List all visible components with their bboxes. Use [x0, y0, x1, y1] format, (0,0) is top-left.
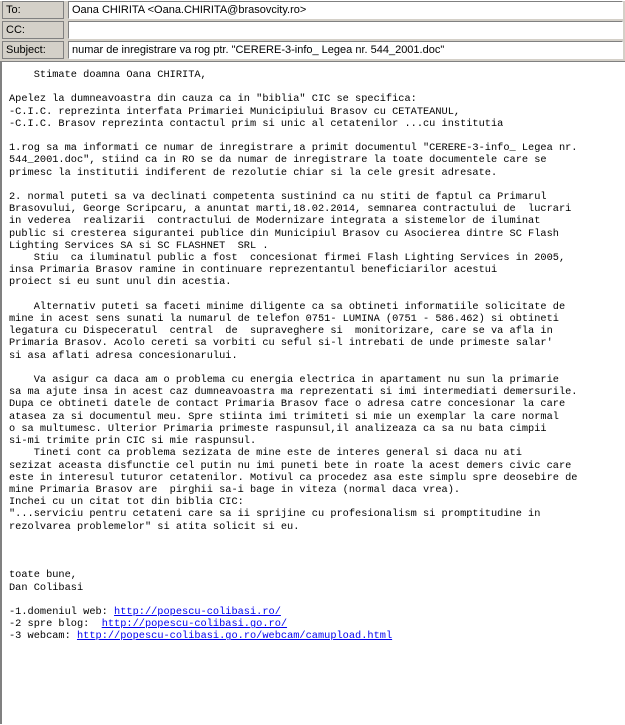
to-field[interactable]: Oana CHIRITA <Oana.CHIRITA@brasovcity.ro>: [68, 1, 623, 19]
link-2-label: -2 spre blog:: [9, 618, 102, 630]
subject-row: [2, 41, 623, 59]
message-body[interactable]: [0, 62, 625, 724]
to-button[interactable]: To:: [2, 1, 64, 19]
subject-label: Subject:: [2, 41, 64, 59]
webcam-link[interactable]: http://popescu-colibasi.go.ro/webcam/camupload.html: [77, 630, 392, 642]
subject-field[interactable]: numar de inregistrare va rog ptr. "CERERE-3-info_ Legea nr. 544_2001.doc": [68, 41, 623, 59]
to-row: [2, 1, 623, 19]
message-paragraphs: Stimate doamna Oana CHIRITA, Apelez la dumneavoastra din cauza ca in "biblia" CIC se specifica: -C.I.C. reprezinta interfata Primariei Municipiului Brasov cu CETATEANUL, -C.I.C. Brasov reprezinta contactul prim si unic al cetatenilor ...cu institutia 1.rog sa ma informati ce numar de inregistrare a primit documentul "CERERE-3-info_ Legea nr. 544_2001.doc", stiind ca in RO se da numar de inregistrare la toate documentele care se primesc la institutii indiferent de rezolutie chiar si la cele gresit adresate. 2. normal puteti sa va declinati competenta sustinind ca nu stiti de faptul ca Primarul Brasovului, George Scripcaru, a anuntat marti,18.02.2014, semnarea contractului de lucrari in vederea realizarii contractului de Modernizare integrata a sistemelor de iluminat public si cresterea sigurantei publice din Municipiul Brasov cu Asocierea dintre SC Flash Lighting Services SA si SC FLASHNET SRL . Stiu ca iluminatul public a fost concesionat firmei Flash Lighting Services in 2005, insa Primaria Brasov ramine in continuare reprezentantul beneficiarilor acestui proiect si eu sunt unul din acestia. Alternativ puteti sa faceti minime diligente ca sa obtineti informatiile solicitate de mine in acest sens sunati la numarul de telefon 0751- LUMINA (0751 - 586.462) si obtineti legatura cu Dispeceratul central de supraveghere si monitorizare, care se va afla in Primaria Brasov. Acolo cereti sa vorbiti cu seful si-l intrebati de unde primeste salar' si asa aflati adresa concesionarului. Va asigur ca daca am o problema cu energia electrica in apartament nu sun la primarie sa ma ajute insa in acest caz dumneavoastra ma reprezentati si imi intermediati demersurile. Dupa ce obtineti datele de contact Primaria Brasov face o adresa catre concesionar la care atasea za si documentul meu. Spre stiinta imi trimiteti si mie un exemplar la care normal o sa multumesc. Ulterior Primaria primeste raspunsul,il analizeaza ca sa nu bata cimpii si-mi trimite prin CIC si mie raspunsul. Tineti cont ca problema sezizata de mine este de interes general si daca nu ati sezizat aceasta disfunctie cel putin nu imi puneti bete in roate la acest demers civic care este in interesul tuturor cetatenilor. Motivul ca procedez asa este simplu spre deosebire de mine Primaria Brasov are pirghii sa-i bage in viteza (normal daca vrea). Inchei cu un citat tot din biblia CIC: "...serviciu pentru cetateni care sa ii sprijine cu profesionalism si promptitudine in rezolvarea problemelor" si atita solicit si eu. toate bune, Dan Colibasi: [9, 69, 577, 594]
cc-button[interactable]: CC:: [2, 21, 64, 39]
link-line-3: [9, 630, 392, 642]
domain-link[interactable]: http://popescu-colibasi.ro/: [114, 606, 281, 618]
link-line-1: [9, 606, 281, 618]
link-line-2: [9, 618, 287, 630]
cc-field[interactable]: [68, 21, 623, 39]
link-1-label: -1.domeniul web:: [9, 606, 114, 618]
message-text[interactable]: [2, 62, 625, 643]
cc-row: [2, 21, 623, 39]
email-header: [0, 1, 625, 62]
link-3-label: -3 webcam:: [9, 630, 77, 642]
blog-link[interactable]: http://popescu-colibasi.go.ro/: [102, 618, 287, 630]
